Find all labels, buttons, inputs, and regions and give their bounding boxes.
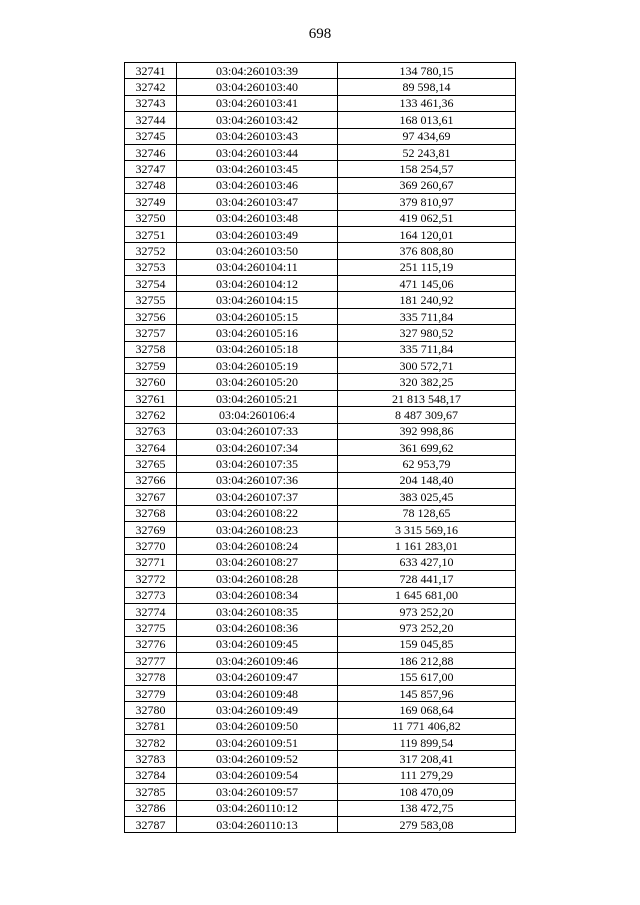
table-row (125, 653, 516, 669)
row-number-cell: 32774 (125, 603, 177, 619)
value-cell: 169 068,64 (338, 702, 516, 718)
table-row (125, 816, 516, 832)
value-cell: 335 711,84 (338, 308, 516, 324)
value-cell: 97 434,69 (338, 128, 516, 144)
row-number-cell: 32776 (125, 636, 177, 652)
row-number-cell: 32754 (125, 276, 177, 292)
table-row (125, 800, 516, 816)
value-cell: 369 260,67 (338, 177, 516, 193)
cadastral-number-cell: 03:04:260108:22 (177, 505, 338, 521)
table-row (125, 702, 516, 718)
value-cell: 186 212,88 (338, 653, 516, 669)
cadastral-number-cell: 03:04:260109:54 (177, 767, 338, 783)
cadastral-number-cell: 03:04:260105:15 (177, 308, 338, 324)
table-row (125, 685, 516, 701)
value-cell: 133 461,36 (338, 95, 516, 111)
table-row (125, 751, 516, 767)
table-row (125, 636, 516, 652)
row-number-cell: 32784 (125, 767, 177, 783)
row-number-cell: 32741 (125, 63, 177, 79)
row-number-cell: 32750 (125, 210, 177, 226)
table-row (125, 603, 516, 619)
value-cell: 379 810,97 (338, 194, 516, 210)
value-cell: 376 808,80 (338, 243, 516, 259)
table-row (125, 325, 516, 341)
cadastral-number-cell: 03:04:260109:57 (177, 784, 338, 800)
cadastral-number-cell: 03:04:260104:11 (177, 259, 338, 275)
table-row (125, 95, 516, 111)
table-row (125, 177, 516, 193)
cadastral-number-cell: 03:04:260109:45 (177, 636, 338, 652)
row-number-cell: 32747 (125, 161, 177, 177)
row-number-cell: 32744 (125, 112, 177, 128)
table-row (125, 243, 516, 259)
cadastral-number-cell: 03:04:260104:15 (177, 292, 338, 308)
table-row (125, 767, 516, 783)
table-row (125, 521, 516, 537)
row-number-cell: 32764 (125, 439, 177, 455)
row-number-cell: 32759 (125, 358, 177, 374)
cadastral-number-cell: 03:04:260109:50 (177, 718, 338, 734)
row-number-cell: 32765 (125, 456, 177, 472)
cadastral-number-cell: 03:04:260108:23 (177, 521, 338, 537)
value-cell: 159 045,85 (338, 636, 516, 652)
value-cell: 471 145,06 (338, 276, 516, 292)
cadastral-number-cell: 03:04:260109:47 (177, 669, 338, 685)
cadastral-number-cell: 03:04:260107:33 (177, 423, 338, 439)
cadastral-number-cell: 03:04:260109:51 (177, 735, 338, 751)
row-number-cell: 32785 (125, 784, 177, 800)
row-number-cell: 32772 (125, 571, 177, 587)
value-cell: 108 470,09 (338, 784, 516, 800)
value-cell: 158 254,57 (338, 161, 516, 177)
row-number-cell: 32752 (125, 243, 177, 259)
table-row (125, 390, 516, 406)
value-cell: 320 382,25 (338, 374, 516, 390)
value-cell: 181 240,92 (338, 292, 516, 308)
table-row (125, 669, 516, 685)
table-row (125, 456, 516, 472)
cadastral-number-cell: 03:04:260110:12 (177, 800, 338, 816)
row-number-cell: 32769 (125, 521, 177, 537)
value-cell: 89 598,14 (338, 79, 516, 95)
row-number-cell: 32781 (125, 718, 177, 734)
row-number-cell: 32782 (125, 735, 177, 751)
row-number-cell: 32758 (125, 341, 177, 357)
cadastral-number-cell: 03:04:260109:46 (177, 653, 338, 669)
row-number-cell: 32746 (125, 144, 177, 160)
table-row (125, 423, 516, 439)
cadastral-number-cell: 03:04:260108:27 (177, 554, 338, 570)
value-cell: 168 013,61 (338, 112, 516, 128)
table-row (125, 259, 516, 275)
cadastral-number-cell: 03:04:260105:21 (177, 390, 338, 406)
cadastral-number-cell: 03:04:260105:20 (177, 374, 338, 390)
value-cell: 383 025,45 (338, 489, 516, 505)
table-row (125, 161, 516, 177)
cadastral-number-cell: 03:04:260106:4 (177, 407, 338, 423)
cadastral-number-cell: 03:04:260103:48 (177, 210, 338, 226)
cadastral-number-cell: 03:04:260107:37 (177, 489, 338, 505)
table-row (125, 407, 516, 423)
table-row (125, 63, 516, 79)
table-row (125, 276, 516, 292)
value-cell: 251 115,19 (338, 259, 516, 275)
value-cell: 361 699,62 (338, 439, 516, 455)
row-number-cell: 32771 (125, 554, 177, 570)
row-number-cell: 32763 (125, 423, 177, 439)
table-row (125, 341, 516, 357)
cadastral-number-cell: 03:04:260108:35 (177, 603, 338, 619)
table-row (125, 718, 516, 734)
value-cell: 138 472,75 (338, 800, 516, 816)
value-cell: 973 252,20 (338, 603, 516, 619)
row-number-cell: 32770 (125, 538, 177, 554)
table-row (125, 79, 516, 95)
data-table (124, 62, 516, 833)
row-number-cell: 32757 (125, 325, 177, 341)
row-number-cell: 32753 (125, 259, 177, 275)
cadastral-number-cell: 03:04:260103:46 (177, 177, 338, 193)
table-row (125, 620, 516, 636)
table-row (125, 358, 516, 374)
value-cell: 327 980,52 (338, 325, 516, 341)
row-number-cell: 32787 (125, 816, 177, 832)
cadastral-number-cell: 03:04:260107:36 (177, 472, 338, 488)
value-cell: 164 120,01 (338, 226, 516, 242)
cadastral-number-cell: 03:04:260105:19 (177, 358, 338, 374)
table-row (125, 210, 516, 226)
row-number-cell: 32779 (125, 685, 177, 701)
row-number-cell: 32743 (125, 95, 177, 111)
value-cell: 78 128,65 (338, 505, 516, 521)
cadastral-number-cell: 03:04:260103:41 (177, 95, 338, 111)
cadastral-number-cell: 03:04:260105:18 (177, 341, 338, 357)
table-row (125, 439, 516, 455)
row-number-cell: 32749 (125, 194, 177, 210)
row-number-cell: 32768 (125, 505, 177, 521)
table-row (125, 784, 516, 800)
row-number-cell: 32751 (125, 226, 177, 242)
row-number-cell: 32745 (125, 128, 177, 144)
table-row (125, 735, 516, 751)
row-number-cell: 32786 (125, 800, 177, 816)
table-row (125, 472, 516, 488)
value-cell: 21 813 548,17 (338, 390, 516, 406)
value-cell: 633 427,10 (338, 554, 516, 570)
cadastral-number-cell: 03:04:260109:49 (177, 702, 338, 718)
row-number-cell: 32773 (125, 587, 177, 603)
table-row (125, 112, 516, 128)
table-row (125, 226, 516, 242)
value-cell: 155 617,00 (338, 669, 516, 685)
cadastral-number-cell: 03:04:260104:12 (177, 276, 338, 292)
table-row (125, 292, 516, 308)
value-cell: 728 441,17 (338, 571, 516, 587)
cadastral-number-cell: 03:04:260103:49 (177, 226, 338, 242)
table-row (125, 505, 516, 521)
value-cell: 134 780,15 (338, 63, 516, 79)
value-cell: 1 645 681,00 (338, 587, 516, 603)
cadastral-number-cell: 03:04:260103:44 (177, 144, 338, 160)
value-cell: 392 998,86 (338, 423, 516, 439)
cadastral-number-cell: 03:04:260103:45 (177, 161, 338, 177)
value-cell: 300 572,71 (338, 358, 516, 374)
cadastral-number-cell: 03:04:260103:40 (177, 79, 338, 95)
value-cell: 11 771 406,82 (338, 718, 516, 734)
row-number-cell: 32761 (125, 390, 177, 406)
cadastral-number-cell: 03:04:260103:39 (177, 63, 338, 79)
value-cell: 973 252,20 (338, 620, 516, 636)
row-number-cell: 32756 (125, 308, 177, 324)
cadastral-number-cell: 03:04:260109:48 (177, 685, 338, 701)
value-cell: 3 315 569,16 (338, 521, 516, 537)
cadastral-number-cell: 03:04:260108:34 (177, 587, 338, 603)
cadastral-number-cell: 03:04:260108:24 (177, 538, 338, 554)
table-row (125, 194, 516, 210)
row-number-cell: 32742 (125, 79, 177, 95)
table-row (125, 554, 516, 570)
row-number-cell: 32766 (125, 472, 177, 488)
table-row (125, 538, 516, 554)
table-row (125, 128, 516, 144)
value-cell: 145 857,96 (338, 685, 516, 701)
cadastral-number-cell: 03:04:260108:28 (177, 571, 338, 587)
value-cell: 119 899,54 (338, 735, 516, 751)
page-number: 698 (308, 26, 332, 42)
cadastral-number-cell: 03:04:260107:34 (177, 439, 338, 455)
value-cell: 52 243,81 (338, 144, 516, 160)
row-number-cell: 32762 (125, 407, 177, 423)
row-number-cell: 32760 (125, 374, 177, 390)
row-number-cell: 32748 (125, 177, 177, 193)
cadastral-number-cell: 03:04:260103:50 (177, 243, 338, 259)
value-cell: 1 161 283,01 (338, 538, 516, 554)
cadastral-number-cell: 03:04:260103:43 (177, 128, 338, 144)
cadastral-number-cell: 03:04:260109:52 (177, 751, 338, 767)
cadastral-number-cell: 03:04:260105:16 (177, 325, 338, 341)
value-cell: 419 062,51 (338, 210, 516, 226)
value-cell: 111 279,29 (338, 767, 516, 783)
row-number-cell: 32780 (125, 702, 177, 718)
row-number-cell: 32755 (125, 292, 177, 308)
table-row (125, 587, 516, 603)
table-row (125, 144, 516, 160)
row-number-cell: 32783 (125, 751, 177, 767)
table-row (125, 489, 516, 505)
table-row (125, 308, 516, 324)
cadastral-number-cell: 03:04:260110:13 (177, 816, 338, 832)
value-cell: 62 953,79 (338, 456, 516, 472)
table-body (125, 63, 516, 833)
value-cell: 279 583,08 (338, 816, 516, 832)
value-cell: 335 711,84 (338, 341, 516, 357)
row-number-cell: 32778 (125, 669, 177, 685)
table-row (125, 374, 516, 390)
row-number-cell: 32767 (125, 489, 177, 505)
cadastral-number-cell: 03:04:260107:35 (177, 456, 338, 472)
cadastral-number-cell: 03:04:260103:47 (177, 194, 338, 210)
value-cell: 204 148,40 (338, 472, 516, 488)
value-cell: 8 487 309,67 (338, 407, 516, 423)
value-cell: 317 208,41 (338, 751, 516, 767)
table-row (125, 571, 516, 587)
row-number-cell: 32777 (125, 653, 177, 669)
cadastral-number-cell: 03:04:260103:42 (177, 112, 338, 128)
cadastral-number-cell: 03:04:260108:36 (177, 620, 338, 636)
row-number-cell: 32775 (125, 620, 177, 636)
